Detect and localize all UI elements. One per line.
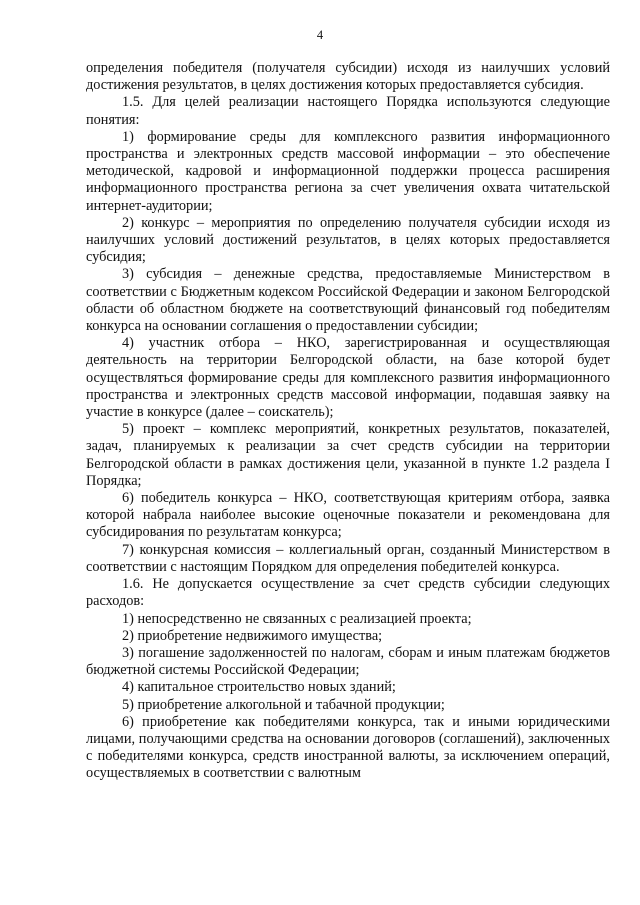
paragraph: определения победителя (получателя субсидии) исходя из наилучших условий достижения результатов, в целях достижения которых предоставляется субсидия. <box>86 60 610 94</box>
paragraph: 5) проект – комплекс мероприятий, конкретных результатов, показателей, задач, планируемых к реализации за счет средств субсидии на территории Белгородской области в рамках достижения цели, указанной в пункте 1.2 раздела I Порядка; <box>86 421 610 489</box>
paragraph: 3) погашение задолженностей по налогам, сборам и иным платежам бюджетов бюджетной системы Российской Федерации; <box>86 644 610 679</box>
paragraph: 4) капитальное строительство новых зданий; <box>122 679 396 696</box>
document-body <box>86 60 610 783</box>
paragraph: 2) приобретение недвижимого имущества; <box>122 627 383 644</box>
paragraph: 5) приобретение алкогольной и табачной продукции; <box>122 696 445 713</box>
paragraph: 4) участник отбора – НКО, зарегистрированная и осуществляющая деятельность на территории Белгородской области, на базе которой будет осуществляться формирование среды для комплексного развития информационного пространства и электронных средств массовой информации, подавшая заявку на участие в конкурсе (далее – соискатель); <box>86 335 610 421</box>
paragraph: 6) победитель конкурса – НКО, соответствующая критериям отбора, заявка которой набрала наиболее высокие оценочные показатели и рекомендована для субсидирования по результатам конкурса; <box>86 490 610 541</box>
paragraph: 1.5. Для целей реализации настоящего Порядка используются следующие понятия: <box>86 94 610 128</box>
paragraph: 3) субсидия – денежные средства, предоставляемые Министерством в соответствии с Бюджетным кодексом Российской Федерации и законом Белгородской области об областном бюджете на соответствующий финансовый год победителям конкурса на основании соглашения о предоставлении субсидии; <box>86 266 610 335</box>
paragraph: 1.6. Не допускается осуществление за счет средств субсидии следующих расходов: <box>86 576 610 610</box>
paragraph: 6) приобретение как победителями конкурса, так и иными юридическими лицами, получающими средства на основании договоров (соглашений), заключенных с победителями конкурса, средств иностранной валюты, за исключением операций, осуществляемых в соответствии с валютным <box>86 713 610 782</box>
paragraph: 1) формирование среды для комплексного развития информационного пространства и электронных средств массовой информации – это обеспечение методической, кадровой и информационной поддержки процесса расширения информационного пространства региона за счет увеличения охвата читательской интернет-аудитории; <box>86 128 610 214</box>
page-number: 4 <box>316 28 324 42</box>
paragraph: 2) конкурс – мероприятия по определению получателя субсидии исходя из наилучших условий достижений результатов, в целях которых предоставляется субсидия; <box>86 214 610 266</box>
paragraph: 1) непосредственно не связанных с реализацией проекта; <box>122 610 472 627</box>
paragraph: 7) конкурсная комиссия – коллегиальный орган, созданный Министерством в соответствии с настоящим Порядком для определения победителей конкурса. <box>86 541 610 575</box>
